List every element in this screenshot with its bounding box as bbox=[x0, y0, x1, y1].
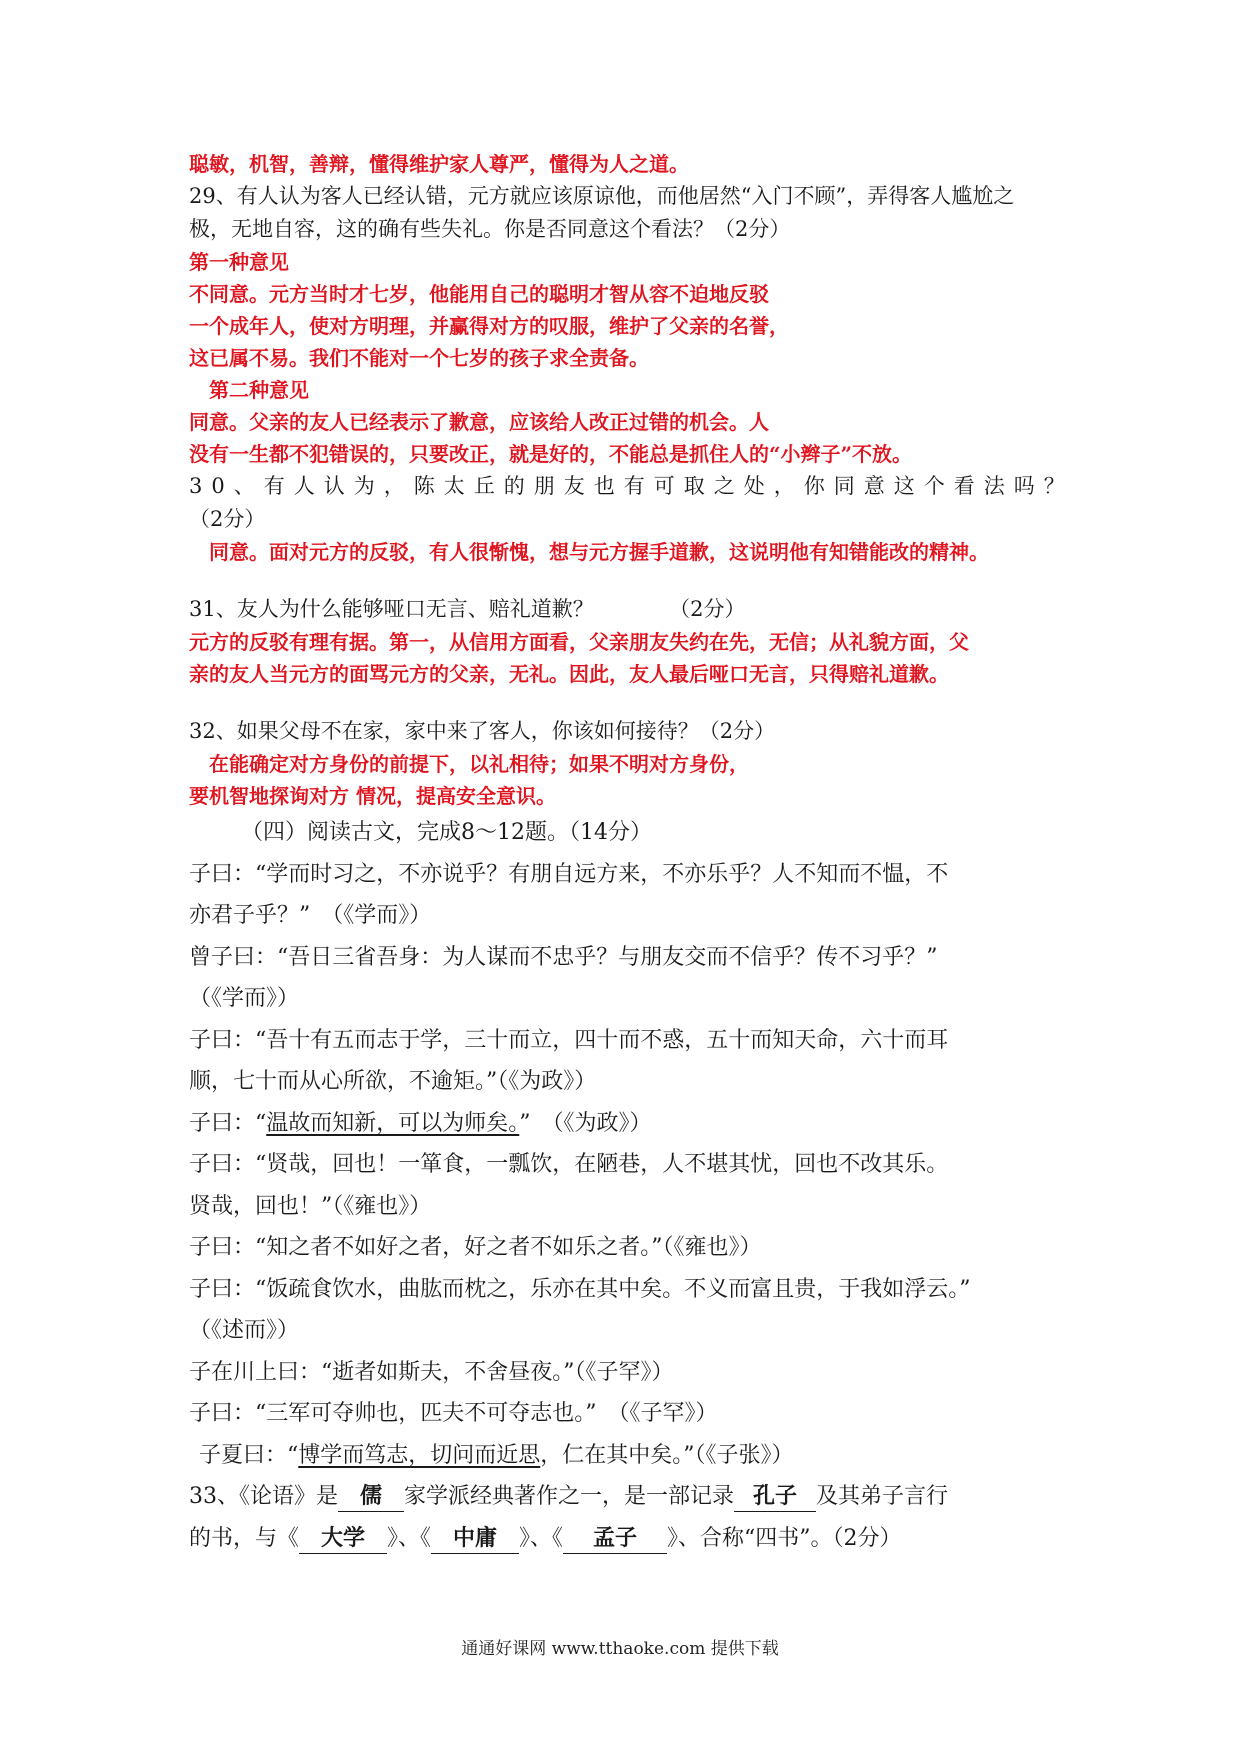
question-33-text: 家学派经典著作之一，是一部记录 bbox=[404, 1484, 735, 1509]
question-29-line-1: 29、有人认为客人已经认错，元方就应该原谅他，而他居然“入门不顾”，弄得客人尴尬之 bbox=[189, 184, 1015, 208]
opinion-2-line: 同意。父亲的友人已经表示了歉意，应该给人改正过错的机会。人 bbox=[189, 410, 769, 434]
quote-suffix: ” （《为政》） bbox=[519, 1110, 652, 1136]
question-30-line-2: （2分） bbox=[189, 507, 266, 531]
question-33-text: 》、合称“四书”。（2分） bbox=[667, 1525, 902, 1551]
question-31 bbox=[189, 593, 1069, 626]
answer-30: 同意。面对元方的反驳，有人很惭愧，想与元方握手道歉，这说明他有知错能改的精神。 bbox=[209, 540, 989, 564]
opinion-1-title: 第一种意见 bbox=[189, 250, 289, 274]
question-33-text: 及其弟子言行 bbox=[816, 1484, 949, 1509]
question-29-line-2: 极，无地自容，这的确有些失礼。你是否同意这个看法？（2分） bbox=[189, 217, 791, 241]
question-33-text: 》、《 bbox=[387, 1525, 432, 1551]
classical-line: 子在川上曰：“逝者如斯夫，不舍昼夜。”（《子罕》） bbox=[189, 1359, 674, 1385]
question-33-text: 的书，与《 bbox=[189, 1525, 300, 1551]
classical-line: （《学而》） bbox=[189, 986, 300, 1011]
classical-line bbox=[189, 1435, 1069, 1477]
page-footer: 通通好课网 www.tthaoke.com 提供下载 bbox=[461, 1639, 779, 1659]
quote-suffix: ，仁在其中矣。”（《子张》） bbox=[540, 1442, 794, 1468]
worksheet-page bbox=[189, 148, 1074, 1559]
classical-line: 子曰：“贤哉，回也！一箪食，一瓢饮，在陋巷，人不堪其忧，回也不改其乐。 bbox=[189, 1152, 949, 1177]
classical-line: 子曰：“知之者不如好之者，好之者不如乐之者。”（《雍也》） bbox=[189, 1235, 762, 1260]
classical-line: 曾子曰：“吾日三省吾身：为人谋而不忠乎？与朋友交而不信乎？传不习乎？” bbox=[189, 944, 938, 970]
question-33-line-1 bbox=[189, 1476, 1069, 1518]
answer-31-line: 亲的友人当元方的面骂元方的父亲，无礼。因此，友人最后哑口无言，只得赔礼道歉。 bbox=[189, 662, 949, 686]
section-4-title: （四）阅读古文，完成8～12题。（14分） bbox=[241, 820, 652, 845]
classical-line bbox=[189, 1103, 1069, 1145]
question-33-text: 》、《 bbox=[519, 1525, 564, 1551]
classical-line: （《述而》） bbox=[189, 1318, 300, 1343]
classical-line: 子曰：“三军可夺帅也，匹夫不可夺志也。” （《子罕》） bbox=[189, 1401, 718, 1426]
opinion-1-line: 一个成年人，使对方明理，并赢得对方的叹服，维护了父亲的名誉， bbox=[189, 314, 789, 338]
answer-32-line: 要机智地探询对方 情况，提高安全意识。 bbox=[189, 784, 556, 808]
answer-blank: 中庸 bbox=[431, 1523, 519, 1554]
classical-line: 子曰：“学而时习之，不亦说乎？有朋自远方来，不亦乐乎？人不知而不愠，不 bbox=[189, 861, 949, 887]
answer-blank: 孟子 bbox=[563, 1523, 667, 1554]
question-31-text: 31、友人为什么能够哑口无言、赔礼道歉？ bbox=[189, 597, 594, 621]
quote-prefix: 子曰：“ bbox=[189, 1110, 267, 1136]
opinion-2-title: 第二种意见 bbox=[209, 378, 309, 402]
answer-31-line: 元方的反驳有理有据。第一，从信用方面看，父亲朋友失约在先，无信；从礼貌方面，父 bbox=[189, 630, 969, 654]
question-33-line-2 bbox=[189, 1518, 1069, 1560]
answer-blank: 孔子 bbox=[734, 1481, 816, 1512]
opinion-1-line: 不同意。元方当时才七岁，他能用自己的聪明才智从容不迫地反驳 bbox=[189, 282, 769, 306]
opinion-1-line: 这已属不易。我们不能对一个七岁的孩子求全责备。 bbox=[189, 346, 649, 370]
quote-prefix: 子夏曰：“ bbox=[199, 1442, 299, 1468]
question-29 bbox=[189, 180, 1069, 246]
classical-line: 子曰：“饭疏食饮水，曲肱而枕之，乐亦在其中矣。不义而富且贵，于我如浮云。” bbox=[189, 1276, 971, 1302]
underlined-phrase: 博学而笃志，切问而近思 bbox=[298, 1442, 541, 1468]
answer-32-line: 在能确定对方身份的前提下，以礼相待；如果不明对方身份， bbox=[209, 752, 749, 776]
answer-blank: 儒 bbox=[338, 1481, 404, 1512]
question-32: 32、如果父母不在家，家中来了客人，你该如何接待？（2分） bbox=[189, 719, 776, 743]
classical-line: 顺，七十而从心所欲，不逾矩。”（《为政》） bbox=[189, 1069, 597, 1094]
classical-line: 亦君子乎？” （《学而》） bbox=[189, 903, 432, 928]
underlined-phrase: 温故而知新，可以为师矣。 bbox=[266, 1110, 520, 1136]
classical-text bbox=[189, 854, 1069, 1477]
opinion-2-line: 没有一生都不犯错误的，只要改正，就是好的，不能总是抓住人的“小辫子”不放。 bbox=[189, 442, 913, 466]
answer-blank: 大学 bbox=[299, 1523, 387, 1554]
answer-28: 聪敏，机智，善辩，懂得维护家人尊严，懂得为人之道。 bbox=[189, 152, 689, 176]
classical-line: 贤哉，回也！”（《雍也》） bbox=[189, 1193, 432, 1219]
question-31-score: （2分） bbox=[669, 597, 746, 621]
question-33-text: 33、《论语》是 bbox=[189, 1484, 338, 1509]
classical-line: 子曰：“吾十有五而志于学，三十而立，四十而不惑，五十而知天命，六十而耳 bbox=[189, 1027, 949, 1053]
question-30-line-1: 30、有人认为，陈太丘的朋友也有可取之处，你同意这个看法吗？ bbox=[189, 474, 1074, 498]
